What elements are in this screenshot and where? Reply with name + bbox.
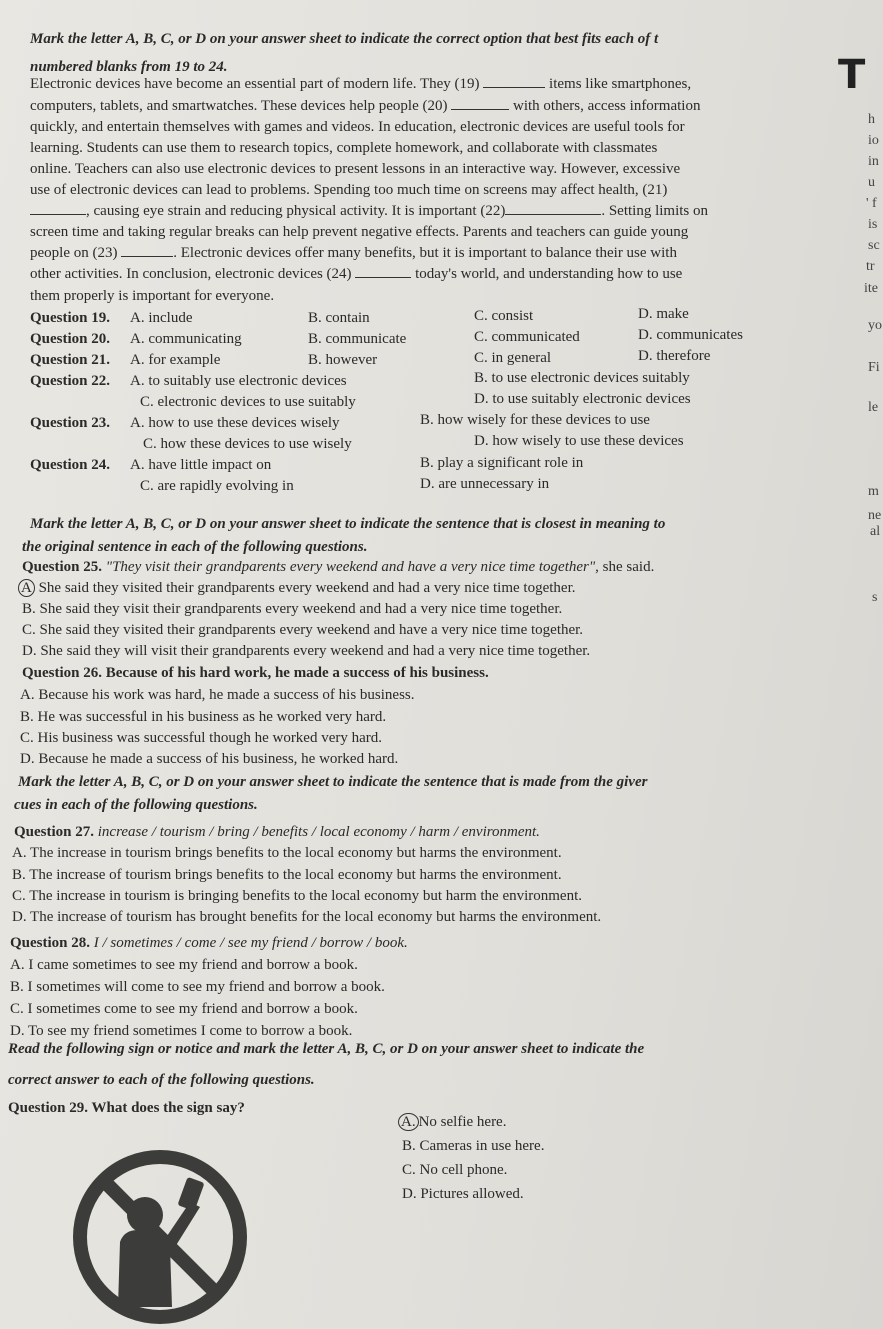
question-27-stem: Question 27. increase / tourism / bring / benefits / local economy / harm / environment. — [14, 824, 540, 840]
passage-line: people on (23) . Electronic devices offer many benefits, but it is important to balance their use with — [30, 245, 677, 261]
answer-circle-29: A. — [398, 1113, 419, 1131]
option-25-b[interactable]: B. She said they visit their grandparents every weekend and had a very nice time together. — [22, 601, 563, 617]
option-26-b[interactable]: B. He was successful in his business as he worked very hard. — [20, 709, 387, 725]
option-21-a[interactable]: A. for example — [130, 352, 221, 368]
option-23-c[interactable]: C. how these devices to use wisely — [143, 436, 352, 452]
section3-instruction: Mark the letter A, B, C, or D on your answer sheet to indicate the sentence that is made from the giver — [18, 774, 648, 790]
option-28-a[interactable]: A. I came sometimes to see my friend and borrow a book. — [10, 957, 358, 973]
edge-fragment: le — [868, 400, 879, 415]
option-23-b[interactable]: B. how wisely for these devices to use — [420, 412, 650, 428]
question-25-stem: Question 25. "They visit their grandparents every weekend and have a very nice time together", she said. — [22, 559, 655, 575]
option-28-b[interactable]: B. I sometimes will come to see my friend and borrow a book. — [10, 979, 385, 995]
passage-line: computers, tablets, and smartwatches. These devices help people (20) with others, access information — [30, 98, 701, 114]
option-24-c[interactable]: C. are rapidly evolving in — [140, 478, 294, 494]
edge-fragment: Fi — [868, 360, 880, 375]
edge-fragment: u — [868, 175, 875, 190]
option-26-c[interactable]: C. His business was successful though he worked very hard. — [20, 730, 383, 746]
edge-fragment: al — [870, 524, 881, 539]
section4-instruction: Read the following sign or notice and mark the letter A, B, C, or D on your answer sheet to indicate the — [8, 1041, 645, 1057]
answer-circle-25: A — [18, 579, 35, 597]
passage-line: use of electronic devices can lead to problems. Spending too much time on screens may affect health, (21) — [30, 182, 668, 198]
blank-19[interactable] — [483, 87, 545, 88]
option-28-d[interactable]: D. To see my friend sometimes I come to borrow a book. — [10, 1023, 353, 1039]
option-27-c[interactable]: C. The increase in tourism is bringing benefits to the local economy but harm the environment. — [12, 888, 583, 904]
edge-fragment: ' f — [866, 196, 877, 211]
passage-line: screen time and taking regular breaks can help prevent negative effects. Parents and teachers can guide young — [30, 224, 689, 240]
passage-line: online. Teachers can also use electronic devices to present lessons in an interactive way. However, excessive — [30, 161, 681, 177]
option-24-d[interactable]: D. are unnecessary in — [420, 476, 550, 492]
edge-fragment: h — [868, 112, 875, 127]
option-23-d[interactable]: D. how wisely to use these devices — [474, 433, 684, 449]
option-29-a[interactable]: A. No selfie here. — [398, 1113, 506, 1131]
question-20-label: Question 20. — [30, 331, 111, 347]
section2-instruction: Mark the letter A, B, C, or D on your answer sheet to indicate the sentence that is closest in meaning to — [30, 516, 666, 532]
option-27-d[interactable]: D. The increase of tourism has brought benefits for the local economy but harms the environment. — [12, 909, 602, 925]
option-19-a[interactable]: A. include — [130, 310, 193, 326]
option-29-b[interactable]: B. Cameras in use here. — [402, 1138, 545, 1154]
option-27-a[interactable]: A. The increase in tourism brings benefits to the local economy but harms the environment. — [12, 845, 562, 861]
option-20-b[interactable]: B. communicate — [308, 331, 407, 347]
section4-instruction-cont: correct answer to each of the following questions. — [8, 1072, 315, 1088]
edge-fragment: in — [868, 154, 879, 169]
option-22-c[interactable]: C. electronic devices to use suitably — [140, 394, 356, 410]
option-20-a[interactable]: A. communicating — [130, 331, 242, 347]
option-22-a[interactable]: A. to suitably use electronic devices — [130, 373, 347, 389]
section1-instruction-cont: numbered blanks from 19 to 24. — [30, 59, 228, 75]
edge-fragment: sc — [868, 238, 880, 253]
passage-line: Electronic devices have become an essential part of modern life. They (19) items like smartphones, — [30, 76, 692, 92]
option-26-a[interactable]: A. Because his work was hard, he made a success of his business. — [20, 687, 415, 703]
section1-instruction: Mark the letter A, B, C, or D on your answer sheet to indicate the correct option that best fits each of t — [30, 31, 659, 47]
option-29-d[interactable]: D. Pictures allowed. — [402, 1186, 524, 1202]
edge-fragment: is — [868, 217, 878, 232]
edge-fragment: ite — [864, 281, 878, 296]
blank-24[interactable] — [355, 277, 411, 278]
passage-line: quickly, and entertain themselves with games and videos. In education, electronic devices are useful tools for — [30, 119, 685, 135]
question-26-stem: Question 26. Because of his hard work, he made a success of his business. — [22, 665, 489, 681]
passage-line: learning. Students can use them to research topics, complete homework, and collaborate with classmates — [30, 140, 658, 156]
option-23-a[interactable]: A. how to use these devices wisely — [130, 415, 340, 431]
passage-line: other activities. In conclusion, electronic devices (24) today's world, and understanding how to use — [30, 266, 683, 282]
option-24-a[interactable]: A. have little impact on — [130, 457, 272, 473]
section3-instruction-cont: cues in each of the following questions. — [14, 797, 258, 813]
option-25-a[interactable]: A She said they visited their grandparents every weekend and had a very nice time together. — [18, 579, 576, 597]
question-23-label: Question 23. — [30, 415, 111, 431]
option-19-d[interactable]: D. make — [638, 306, 689, 322]
option-29-c[interactable]: C. No cell phone. — [402, 1162, 508, 1178]
option-19-b[interactable]: B. contain — [308, 310, 370, 326]
passage-line: , causing eye strain and reducing physical activity. It is important (22) . Setting limits on — [30, 202, 708, 220]
section2-instruction-cont: the original sentence in each of the following questions. — [22, 539, 368, 555]
option-21-c[interactable]: C. in general — [474, 350, 552, 366]
option-22-b[interactable]: B. to use electronic devices suitably — [474, 370, 690, 386]
edge-fragment: yo — [868, 318, 882, 333]
blank-20[interactable] — [451, 109, 509, 110]
blank-23[interactable] — [121, 256, 173, 257]
no-selfie-sign-icon — [70, 1147, 250, 1327]
option-24-b[interactable]: B. play a significant role in — [420, 455, 584, 471]
option-25-d[interactable]: D. She said they will visit their grandparents every weekend and had a very nice time together. — [22, 643, 591, 659]
question-24-label: Question 24. — [30, 457, 111, 473]
edge-fragment: m — [868, 484, 879, 499]
option-19-c[interactable]: C. consist — [474, 308, 534, 324]
passage-line: them properly is important for everyone. — [30, 288, 275, 304]
blank-21[interactable] — [30, 214, 86, 215]
option-22-d[interactable]: D. to use suitably electronic devices — [474, 391, 691, 407]
option-21-d[interactable]: D. therefore — [638, 348, 711, 364]
blank-22[interactable] — [505, 214, 601, 215]
question-21-label: Question 21. — [30, 352, 111, 368]
option-20-c[interactable]: C. communicated — [474, 329, 580, 345]
question-22-label: Question 22. — [30, 373, 111, 389]
option-27-b[interactable]: B. The increase of tourism brings benefits to the local economy but harms the environment. — [12, 867, 562, 883]
question-29-stem: Question 29. What does the sign say? — [8, 1100, 245, 1116]
edge-fragment: io — [868, 133, 879, 148]
edge-fragment: ne — [868, 508, 882, 523]
option-20-d[interactable]: D. communicates — [638, 327, 743, 343]
option-21-b[interactable]: B. however — [308, 352, 378, 368]
option-25-c[interactable]: C. She said they visited their grandparents every weekend and have a very nice time together. — [22, 622, 584, 638]
option-28-c[interactable]: C. I sometimes come to see my friend and borrow a book. — [10, 1001, 358, 1017]
question-19-label: Question 19. — [30, 310, 111, 326]
option-26-d[interactable]: D. Because he made a success of his business, he worked hard. — [20, 751, 399, 767]
edge-fragment: tr — [866, 259, 875, 274]
question-28-stem: Question 28. I / sometimes / come / see my friend / borrow / book. — [10, 935, 408, 951]
edge-letter: T — [838, 52, 866, 98]
edge-fragment: s — [872, 590, 878, 605]
